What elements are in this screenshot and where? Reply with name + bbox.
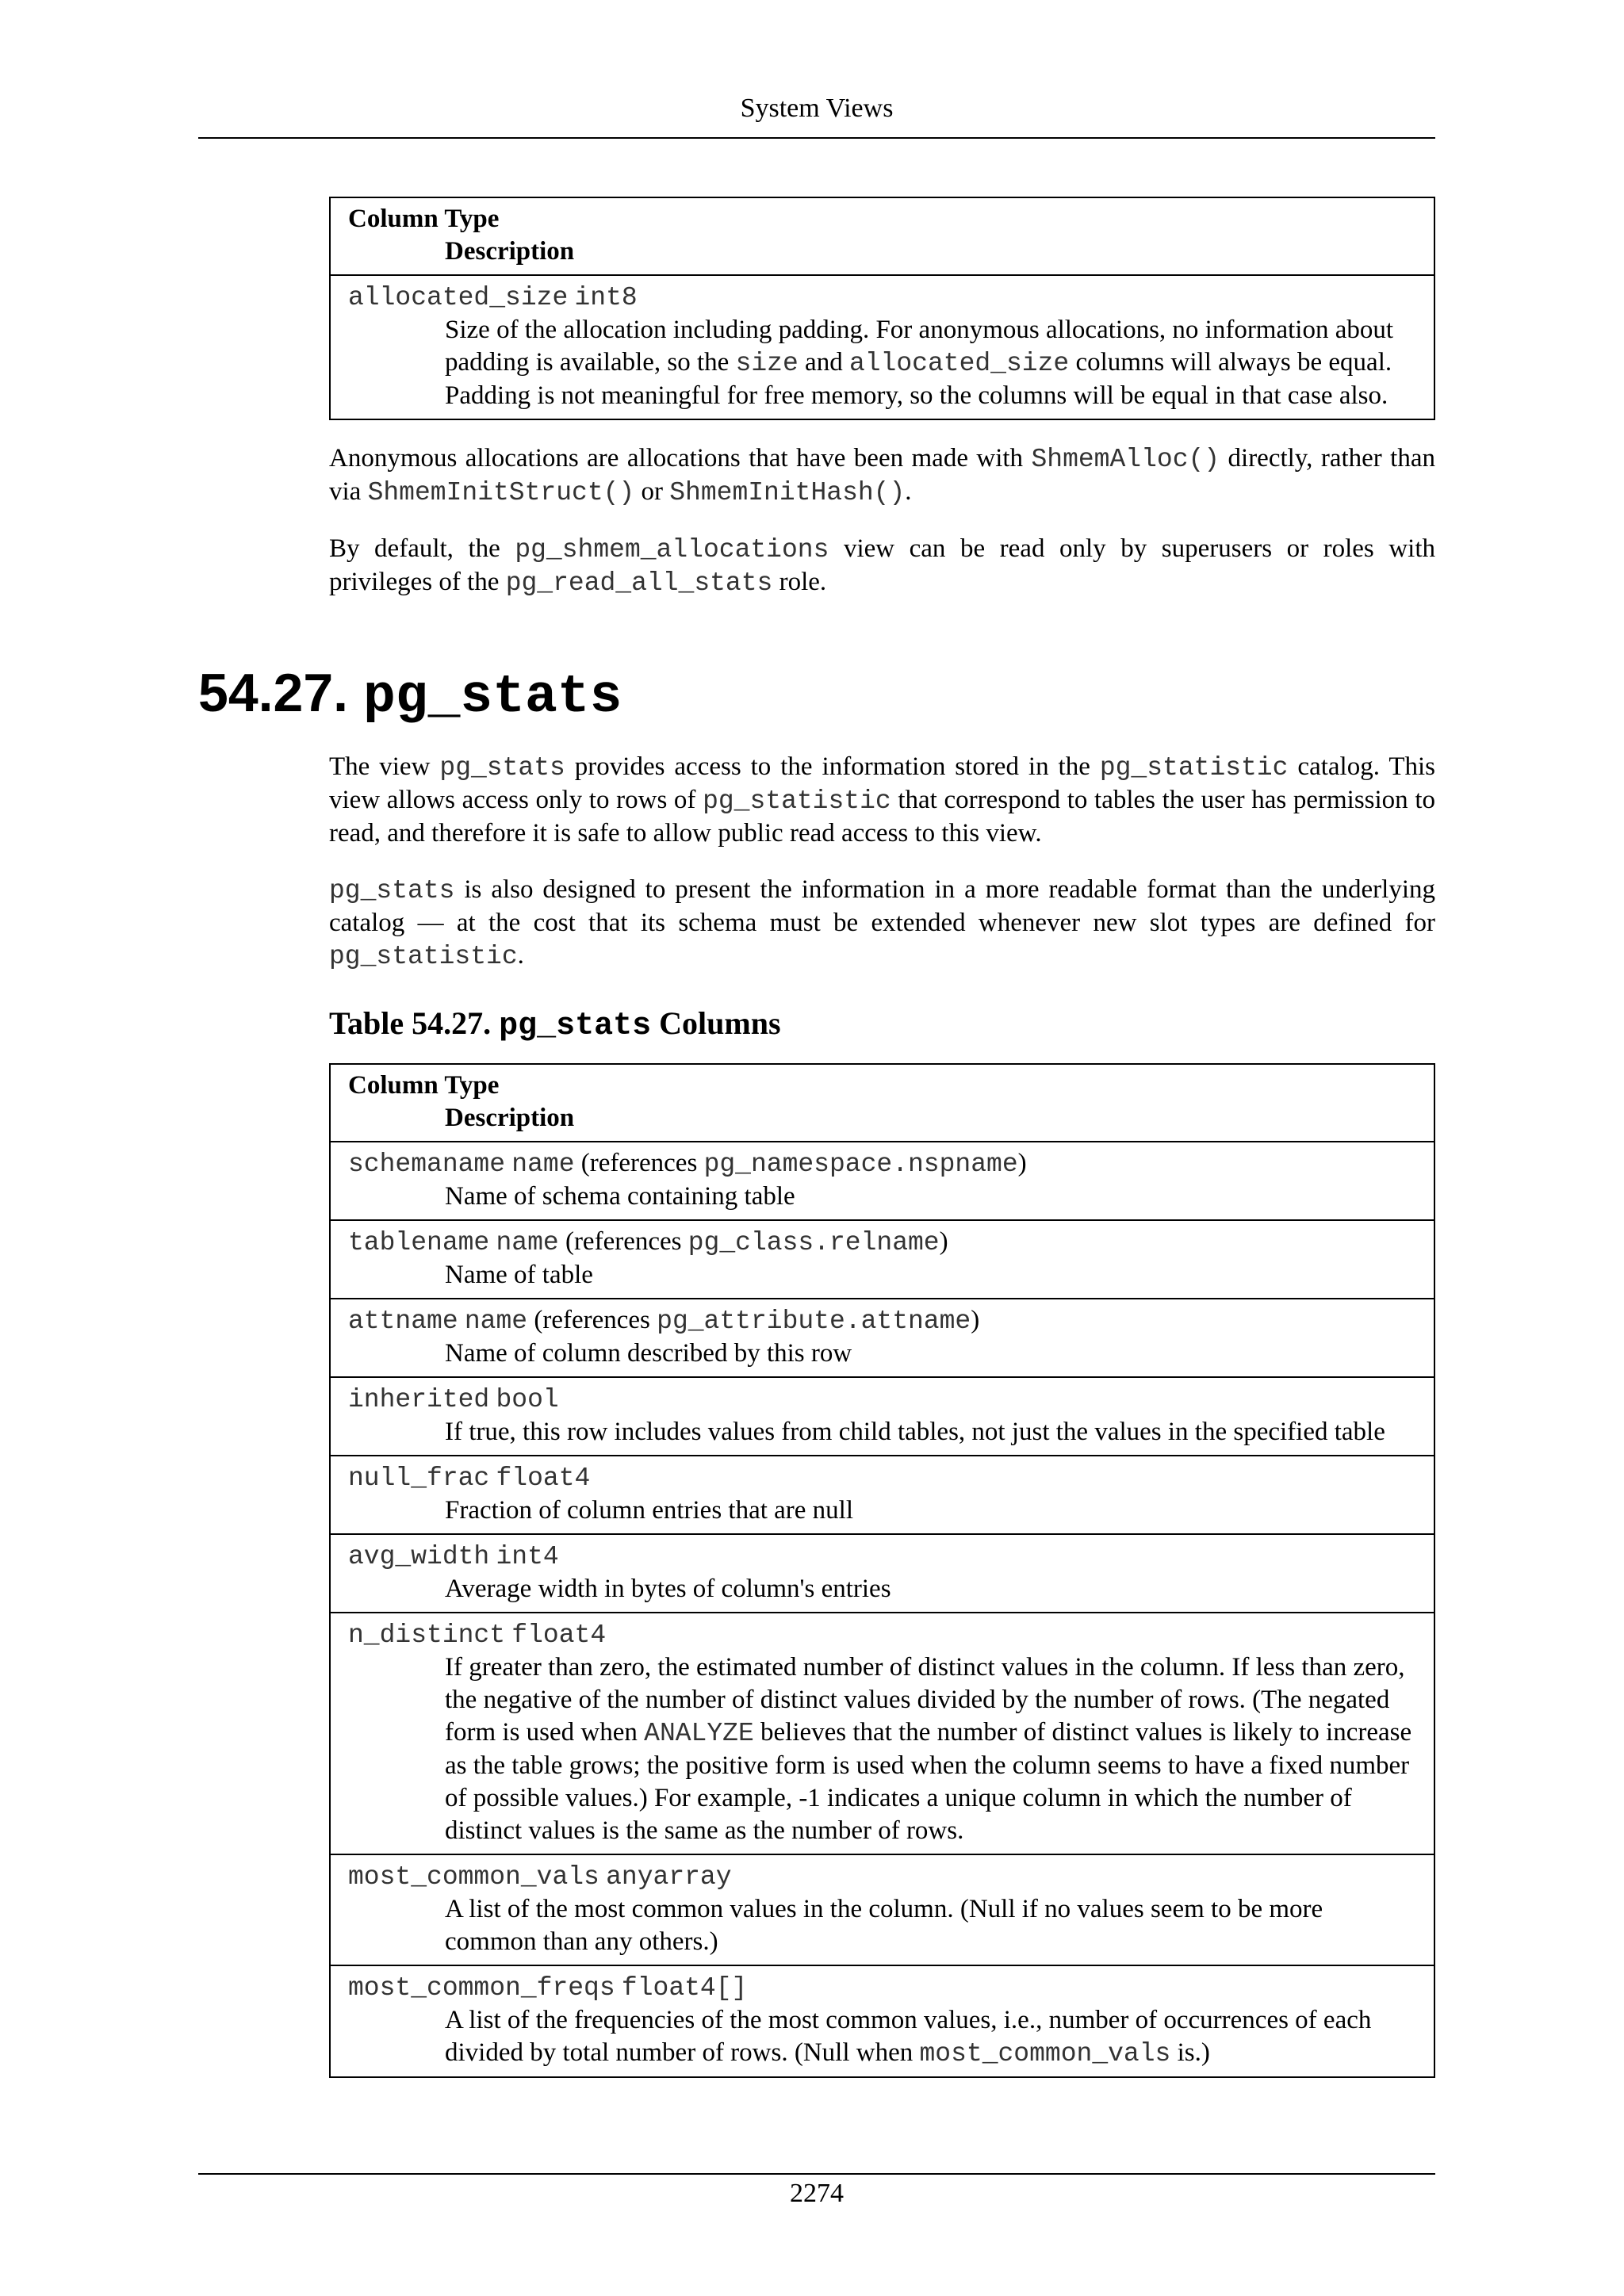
row-title xyxy=(348,1226,1416,1259)
design-paragraph xyxy=(329,874,1435,973)
column-name: most_common_freqs xyxy=(348,1973,615,2003)
reference: pg_namespace.nspname xyxy=(703,1150,1018,1179)
text: view can be read only by superusers or roles with privileges of the xyxy=(329,534,1435,596)
desc-text: is.) xyxy=(1170,2038,1210,2067)
table-row xyxy=(331,1533,1434,1612)
row-description: Average width in bytes of column's entries xyxy=(445,1575,891,1603)
ref-text: ) xyxy=(971,1306,980,1334)
desc-text: and xyxy=(798,348,849,377)
code: ShmemInitHash() xyxy=(669,478,906,507)
reference: pg_attribute.attname xyxy=(657,1307,971,1336)
code: size xyxy=(735,349,799,378)
ref-text: (references xyxy=(527,1306,657,1334)
ref-text: ) xyxy=(939,1227,948,1256)
code: pg_stats xyxy=(329,876,455,905)
code: ShmemInitStruct() xyxy=(367,478,635,507)
text: or xyxy=(634,477,670,506)
header-rule xyxy=(198,137,1435,139)
section-number: 54.27. xyxy=(198,663,349,723)
text: . xyxy=(517,941,524,970)
description-header: Description xyxy=(445,237,575,266)
column-name: n_distinct xyxy=(348,1621,506,1650)
row-title xyxy=(348,1147,1416,1181)
code: pg_stats xyxy=(439,753,565,783)
running-header: System Views xyxy=(740,94,894,123)
default-privileges-paragraph xyxy=(329,533,1435,599)
table-header-row xyxy=(331,1065,1434,1141)
column-type: float4[] xyxy=(621,1973,748,2003)
text: Anonymous allocations are allocations that have been made with xyxy=(329,444,1032,473)
code: most_common_vals xyxy=(919,2039,1171,2068)
table-row xyxy=(331,274,1434,419)
column-name: inherited xyxy=(348,1385,490,1414)
text: directly, rather than via xyxy=(329,444,1435,506)
row-description xyxy=(348,314,1416,412)
row-title xyxy=(348,1860,1416,1893)
code: allocated_size xyxy=(848,349,1070,378)
row-title xyxy=(348,281,1416,314)
caption-name: pg_stats xyxy=(499,1008,652,1044)
column-type-header: Column Type xyxy=(348,205,500,233)
column-type: name xyxy=(496,1228,559,1257)
section-heading xyxy=(198,661,622,729)
column-type: int4 xyxy=(496,1542,559,1571)
ref-text: (references xyxy=(558,1227,688,1256)
table-header-row xyxy=(331,198,1434,274)
row-title xyxy=(348,1461,1416,1494)
row-description xyxy=(348,1651,1416,1847)
table-row xyxy=(331,1219,1434,1298)
desc-text: If greater than zero, the estimated number of distinct values in the column. If less than zero, the negative of the number of distinct values divided by the number of rows. (The negated form is used when xyxy=(445,1653,1405,1747)
row-description xyxy=(348,2004,1416,2070)
column-name: avg_width xyxy=(348,1542,490,1571)
code: pg_shmem_allocations xyxy=(515,535,829,564)
table-row xyxy=(331,1965,1434,2076)
desc-text: A list of the frequencies of the most common values, i.e., number of occurrences of each divided by total number of rows. (Null when xyxy=(445,2006,1372,2067)
pg-stats-columns-table xyxy=(329,1063,1435,2078)
row-title xyxy=(348,1971,1416,2004)
table-caption xyxy=(329,1004,1435,1046)
section-name: pg_stats xyxy=(362,667,622,728)
code: pg_statistic xyxy=(703,786,891,816)
column-type: int8 xyxy=(574,283,638,312)
column-type-header: Column Type xyxy=(348,1071,500,1100)
allocations-table-fragment xyxy=(329,197,1435,420)
caption-prefix: Table 54.27. xyxy=(329,1005,500,1041)
row-description: Fraction of column entries that are null xyxy=(445,1496,854,1525)
column-type: bool xyxy=(496,1385,559,1414)
table-row xyxy=(331,1298,1434,1376)
text: . xyxy=(905,477,912,506)
row-description: If true, this row includes values from child tables, not just the values in the specified table xyxy=(445,1418,1385,1446)
text: role. xyxy=(772,568,827,596)
top-content xyxy=(329,197,1435,599)
row-description: Name of schema containing table xyxy=(445,1182,795,1211)
column-name: null_frac xyxy=(348,1464,490,1493)
code: pg_read_all_stats xyxy=(505,568,773,598)
text: provides access to the information stored in the xyxy=(565,752,1100,781)
table-row xyxy=(331,1612,1434,1854)
code: pg_statistic xyxy=(1099,753,1289,783)
column-name: tablename xyxy=(348,1228,490,1257)
column-name: attname xyxy=(348,1307,458,1336)
row-description: A list of the most common values in the column. (Null if no values seem to be more common than any others.) xyxy=(445,1895,1323,1956)
anonymous-allocations-paragraph xyxy=(329,442,1435,509)
pg-stats-content xyxy=(329,751,1435,2078)
text: The view xyxy=(329,752,440,781)
table-row xyxy=(331,1455,1434,1533)
ref-text: (references xyxy=(574,1149,704,1177)
column-type: name xyxy=(511,1150,575,1179)
footer-rule xyxy=(198,2173,1435,2175)
code: ShmemAlloc() xyxy=(1031,445,1220,474)
desc-text: believes that the number of distinct values is likely to increase as the table grows; the positive form is used when the column seems to have a fixed number of possible values.) For example, -1 indicates a unique column in which the number of distinct values is the same as the number of rows. xyxy=(445,1718,1412,1845)
desc-text: columns will always be equal. Padding is not meaningful for free memory, so the columns will be equal in that case also. xyxy=(445,348,1392,410)
text: that correspond to tables the user has permission to read, and therefore it is safe to allow public read access to this view. xyxy=(329,786,1435,848)
column-name: allocated_size xyxy=(348,283,569,312)
code: ANALYZE xyxy=(644,1719,754,1748)
desc-text: Size of the allocation including padding. For anonymous allocations, no information about padding is available, so the xyxy=(445,316,1394,377)
table-row xyxy=(331,1141,1434,1219)
column-name: most_common_vals xyxy=(348,1862,599,1892)
text: catalog. This view allows access only to rows of xyxy=(329,752,1435,814)
text: By default, the xyxy=(329,534,515,563)
caption-suffix: Columns xyxy=(651,1005,781,1041)
reference: pg_class.relname xyxy=(688,1228,940,1257)
column-type: float4 xyxy=(511,1621,607,1650)
description-header: Description xyxy=(445,1104,575,1132)
row-title xyxy=(348,1304,1416,1337)
column-type: anyarray xyxy=(606,1862,732,1892)
row-title xyxy=(348,1618,1416,1651)
text: is also designed to present the information in a more readable format than the underlying catalog — at the cost that its schema must be extended whenever new slot types are defined for xyxy=(329,875,1435,937)
code: pg_statistic xyxy=(329,942,518,971)
table-row xyxy=(331,1376,1434,1455)
row-title xyxy=(348,1383,1416,1416)
page-number: 2274 xyxy=(790,2179,844,2208)
column-type: float4 xyxy=(496,1464,591,1493)
ref-text: ) xyxy=(1017,1149,1027,1177)
row-description: Name of table xyxy=(445,1261,593,1289)
view-description-paragraph xyxy=(329,751,1435,850)
column-type: name xyxy=(464,1307,528,1336)
table-row xyxy=(331,1854,1434,1965)
column-name: schemaname xyxy=(348,1150,506,1179)
row-description: Name of column described by this row xyxy=(445,1339,852,1368)
row-title xyxy=(348,1540,1416,1573)
